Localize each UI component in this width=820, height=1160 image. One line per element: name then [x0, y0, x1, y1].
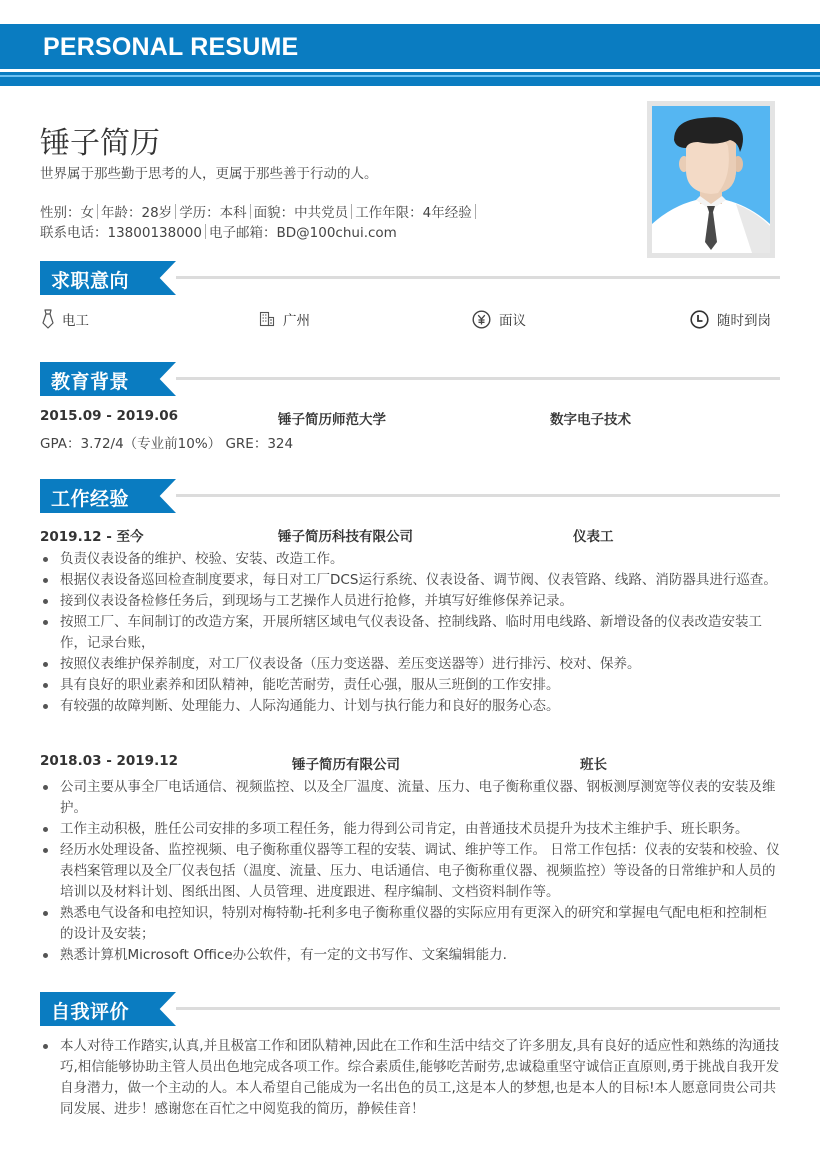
separator: [205, 224, 206, 239]
basic-info-line-2: [40, 221, 397, 241]
phone: 联系电话：13800138000: [40, 225, 202, 241]
section-divider: [176, 377, 780, 380]
separator: [97, 204, 98, 219]
section-header-job-intention: [40, 261, 780, 295]
list-item: 具有良好的职业素养和团队精神，能吃苦耐劳，责任心强，服从三班倒的工作安排。: [40, 675, 780, 696]
list-item: 按照仪表维护保养制度，对工厂仪表设备（压力变送器、差压变送器等）进行排污、校对、保养。: [40, 654, 780, 675]
list-item: 接到仪表设备检修任务后，到现场与工艺操作人员进行抢修，并填写好维修保养记录。: [40, 591, 780, 612]
intent-city: [259, 309, 310, 329]
education-level: 学历：本科: [179, 205, 247, 221]
education-entry-header: [40, 408, 780, 428]
work-years: 工作年限：4年经验: [355, 205, 472, 221]
job-company: 锤子简历科技有限公司: [278, 529, 413, 545]
motto: 世界属于那些勤于思考的人，更属于那些善于行动的人。: [40, 166, 378, 182]
intent-availability-label: 随时到岗: [717, 313, 771, 329]
job-role: 仪表工: [573, 529, 614, 545]
education-period: 2015.09 - 2019.06: [40, 408, 178, 424]
list-item: 熟悉计算机Microsoft Office办公软件，有一定的文书写作、文案编辑能力.: [40, 945, 780, 966]
self-evaluation-list: [40, 1036, 780, 1120]
list-item: 公司主要从事全厂电话通信、视频监控、以及全厂温度、流量、压力、电子衡称重仪器、钢板测厚测宽等仪表的安装及维护。: [40, 777, 780, 819]
section-divider: [176, 494, 780, 497]
section-title: 自我评价: [51, 1001, 130, 1023]
yuan-icon: [472, 310, 491, 329]
gender: 性别：女: [40, 205, 94, 221]
list-item: 根据仪表设备巡回检查制度要求，每日对工厂DCS运行系统、仪表设备、调节阀、仪表管路、线路、消防器具进行巡查。: [40, 570, 780, 591]
building-icon: [259, 311, 275, 327]
age: 年龄：28岁: [101, 205, 173, 221]
tie-icon: [42, 309, 54, 329]
top-banner: [0, 24, 820, 86]
clock-icon: [690, 310, 709, 329]
education-school: 锤子简历师范大学: [278, 412, 386, 428]
job-period: 2019.12 - 至今: [40, 529, 144, 545]
political-status: 面貌：中共党员: [253, 205, 349, 221]
section-header-education: [40, 362, 780, 396]
job-role: 班长: [580, 757, 607, 773]
list-item: 经历水处理设备、监控视频、电子衡称重仪器等工程的安装、调试、维护等工作。 日常工作包括：仪表的安装和校验、仪表档案管理以及全厂仪表包括（温度、流量、压力、电话通信、电子衡称重仪器、视频监控）等设备的日常维护和人员的培训以及材料计划、图纸出图、人员管理、进度跟进、程序编制、文档资料制作等。: [40, 840, 780, 903]
job-intention-row: [40, 309, 780, 331]
profile-photo-frame: [647, 101, 775, 258]
intent-availability: [690, 309, 771, 329]
job-entry-header: [40, 753, 780, 773]
intent-position: [42, 309, 89, 329]
basic-info-line-1: [40, 201, 479, 221]
intent-salary: [472, 309, 526, 329]
job-duties-list: [40, 777, 780, 966]
section-divider: [176, 1007, 780, 1010]
section-title: 工作经验: [51, 488, 130, 510]
section-title: 求职意向: [51, 270, 130, 292]
list-item: 负责仪表设备的维护、校验、安装、改造工作。: [40, 549, 780, 570]
banner-stripe: [0, 75, 820, 77]
job-duties-list: [40, 549, 780, 717]
intent-salary-label: 面议: [499, 313, 526, 329]
list-item: 工作主动积极，胜任公司安排的多项工程任务，能力得到公司肯定，由普通技术员提升为技术主维护手、班长职务。: [40, 819, 780, 840]
separator: [250, 204, 251, 219]
separator: [475, 204, 476, 219]
list-item: 按照工厂、车间制订的改造方案，开展所辖区域电气仪表设备、控制线路、临时用电线路、新增设备的仪表改造安装工作，记录台账，: [40, 612, 780, 654]
section-header-self-evaluation: [40, 992, 780, 1026]
section-header-work-experience: [40, 479, 780, 513]
job-company: 锤子简历有限公司: [292, 757, 400, 773]
intent-city-label: 广州: [283, 313, 310, 329]
education-major: 数字电子技术: [550, 412, 631, 428]
job-entry-header: [40, 525, 780, 545]
banner-title: PERSONAL RESUME: [43, 33, 299, 61]
avatar-illustration-icon: [652, 106, 770, 253]
job-period: 2018.03 - 2019.12: [40, 753, 178, 769]
list-item: 有较强的故障判断、处理能力、人际沟通能力、计划与执行能力和良好的服务心态。: [40, 696, 780, 717]
section-title: 教育背景: [51, 371, 130, 393]
separator: [175, 204, 176, 219]
avatar: [652, 106, 770, 253]
section-divider: [176, 276, 780, 279]
resume-name: 锤子简历: [40, 126, 160, 161]
list-item: 本人对待工作踏实,认真,并且极富工作和团队精神,因此在工作和生活中结交了许多朋友,具有良好的适应性和熟练的沟通技巧,相信能够协助主管人员出色地完成各项工作。综合素质佳,能够吃苦耐劳,忠诚稳重坚守诚信正直原则,勇于挑战自我开发自身潜力，做一个主动的人。本人希望自己能成为一名出色的员工,这是本人的梦想,也是本人的目标!本人愿意同贵公司共同发展、进步！感谢您在百忙之中阅览我的简历，静候佳音！: [40, 1036, 780, 1120]
intent-position-label: 电工: [62, 313, 89, 329]
separator: [351, 204, 352, 219]
education-detail: GPA：3.72/4（专业前10%） GRE：324: [40, 436, 294, 452]
email[interactable]: 电子邮箱：BD@100chui.com: [208, 225, 397, 241]
list-item: 熟悉电气设备和电控知识，特别对梅特勒-托利多电子衡称重仪器的实际应用有更深入的研究和掌握电气配电柜和控制柜的设计及安装；: [40, 903, 780, 945]
